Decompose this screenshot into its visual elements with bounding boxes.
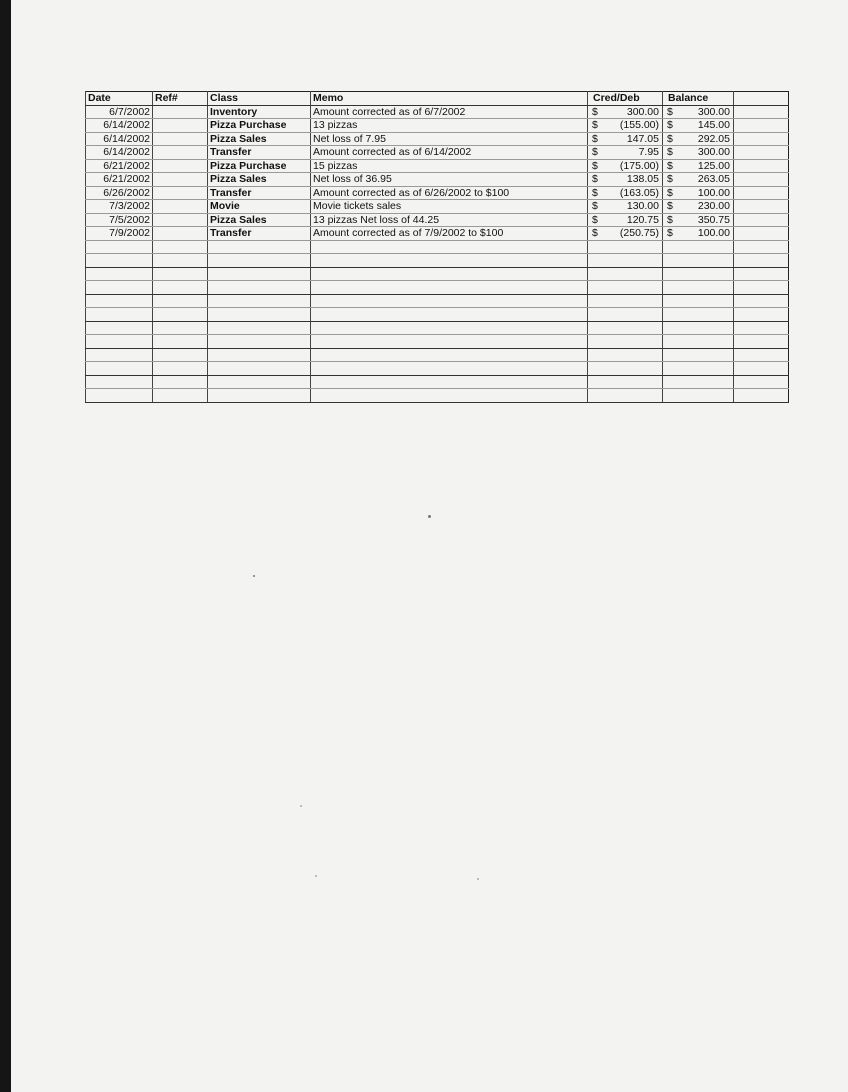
table-row — [86, 132, 789, 146]
class-cell: Transfer — [208, 227, 311, 241]
empty-cell — [208, 308, 311, 322]
amount-cell-value: (250.75) — [619, 227, 659, 239]
scan-speck — [253, 575, 255, 577]
empty-cell — [734, 348, 789, 362]
empty-cell — [208, 240, 311, 254]
date-cell: 6/14/2002 — [86, 132, 153, 146]
empty-cell — [311, 254, 588, 268]
amount-cell-value: (163.05) — [619, 186, 659, 199]
empty-cell — [663, 321, 734, 335]
class-cell: Movie — [208, 200, 311, 214]
empty-cell — [588, 375, 663, 389]
currency-symbol: $ — [592, 159, 598, 172]
currency-symbol: $ — [667, 227, 673, 239]
blank-cell — [734, 119, 789, 133]
amount-cell-value: 130.00 — [626, 200, 659, 212]
empty-row — [86, 267, 789, 281]
empty-cell — [588, 240, 663, 254]
currency-symbol: $ — [667, 173, 673, 185]
currency-symbol: $ — [592, 173, 598, 185]
amount-cell-value: 7.95 — [638, 146, 659, 158]
empty-cell — [588, 281, 663, 295]
empty-cell — [153, 348, 208, 362]
empty-cell — [311, 348, 588, 362]
balance-cell-value: 100.00 — [697, 186, 730, 199]
table-row — [86, 146, 789, 160]
header-date: Date — [86, 92, 153, 106]
empty-row — [86, 375, 789, 389]
class-cell: Pizza Purchase — [208, 159, 311, 173]
empty-cell — [208, 267, 311, 281]
table-row — [86, 213, 789, 227]
empty-cell — [153, 375, 208, 389]
empty-cell — [153, 294, 208, 308]
scan-edge-shadow — [0, 0, 11, 1092]
empty-cell — [734, 335, 789, 349]
ref-cell — [153, 132, 208, 146]
ref-cell — [153, 186, 208, 200]
empty-cell — [153, 321, 208, 335]
ref-cell — [153, 105, 208, 119]
table-row — [86, 105, 789, 119]
header-class: Class — [208, 92, 311, 106]
empty-cell — [663, 281, 734, 295]
blank-cell — [734, 173, 789, 187]
balance-cell-value: 230.00 — [697, 200, 730, 212]
date-cell: 6/26/2002 — [86, 186, 153, 200]
empty-cell — [208, 335, 311, 349]
empty-cell — [663, 362, 734, 376]
balance-cell-value: 145.00 — [697, 119, 730, 131]
amount-cell — [588, 173, 663, 187]
memo-cell: 13 pizzas — [311, 119, 588, 133]
currency-symbol: $ — [592, 200, 598, 212]
balance-cell — [663, 186, 734, 200]
currency-symbol: $ — [667, 146, 673, 158]
blank-cell — [734, 213, 789, 227]
date-cell: 6/14/2002 — [86, 146, 153, 160]
ref-cell — [153, 146, 208, 160]
empty-row — [86, 321, 789, 335]
empty-cell — [734, 294, 789, 308]
empty-row — [86, 254, 789, 268]
balance-cell — [663, 159, 734, 173]
empty-cell — [734, 281, 789, 295]
empty-cell — [208, 362, 311, 376]
amount-cell — [588, 146, 663, 160]
currency-symbol: $ — [592, 146, 598, 158]
balance-cell — [663, 213, 734, 227]
empty-row — [86, 240, 789, 254]
ledger-body — [86, 105, 789, 402]
empty-cell — [311, 321, 588, 335]
empty-cell — [663, 254, 734, 268]
empty-cell — [86, 375, 153, 389]
empty-row — [86, 389, 789, 403]
empty-cell — [311, 267, 588, 281]
ledger-table — [85, 91, 789, 403]
empty-cell — [86, 267, 153, 281]
empty-cell — [86, 321, 153, 335]
currency-symbol: $ — [667, 159, 673, 172]
empty-cell — [663, 294, 734, 308]
class-cell: Pizza Sales — [208, 213, 311, 227]
blank-cell — [734, 105, 789, 119]
ref-cell — [153, 159, 208, 173]
date-cell: 6/21/2002 — [86, 159, 153, 173]
amount-cell — [588, 186, 663, 200]
empty-cell — [663, 375, 734, 389]
header-row — [86, 92, 789, 106]
empty-row — [86, 348, 789, 362]
empty-cell — [311, 294, 588, 308]
header-memo: Memo — [311, 92, 588, 106]
empty-cell — [311, 281, 588, 295]
empty-cell — [311, 362, 588, 376]
memo-cell: Amount corrected as of 6/14/2002 — [311, 146, 588, 160]
empty-cell — [734, 267, 789, 281]
memo-cell: 13 pizzas Net loss of 44.25 — [311, 213, 588, 227]
empty-cell — [588, 321, 663, 335]
empty-cell — [86, 308, 153, 322]
currency-symbol: $ — [667, 119, 673, 131]
empty-cell — [663, 348, 734, 362]
date-cell: 7/5/2002 — [86, 213, 153, 227]
blank-cell — [734, 159, 789, 173]
class-cell: Transfer — [208, 146, 311, 160]
empty-cell — [153, 308, 208, 322]
blank-cell — [734, 186, 789, 200]
empty-cell — [153, 362, 208, 376]
balance-cell-value: 292.05 — [697, 132, 730, 145]
class-cell: Pizza Purchase — [208, 119, 311, 133]
empty-cell — [86, 240, 153, 254]
amount-cell — [588, 132, 663, 146]
date-cell: 7/9/2002 — [86, 227, 153, 241]
empty-cell — [734, 254, 789, 268]
amount-cell-value: (175.00) — [619, 159, 659, 172]
amount-cell-value: 147.05 — [626, 132, 659, 145]
header-blank — [734, 92, 789, 106]
empty-cell — [86, 294, 153, 308]
empty-cell — [153, 254, 208, 268]
empty-cell — [208, 294, 311, 308]
balance-cell — [663, 227, 734, 241]
balance-cell-value: 263.05 — [697, 173, 730, 185]
empty-cell — [86, 348, 153, 362]
empty-row — [86, 362, 789, 376]
memo-cell: 15 pizzas — [311, 159, 588, 173]
empty-cell — [153, 240, 208, 254]
scan-speck — [300, 805, 302, 807]
balance-cell — [663, 119, 734, 133]
empty-cell — [663, 308, 734, 322]
empty-cell — [734, 389, 789, 403]
table-row — [86, 159, 789, 173]
balance-cell — [663, 132, 734, 146]
date-cell: 7/3/2002 — [86, 200, 153, 214]
scan-speck — [315, 875, 317, 877]
balance-cell-value: 350.75 — [697, 213, 730, 226]
empty-cell — [663, 335, 734, 349]
empty-cell — [588, 254, 663, 268]
empty-cell — [663, 389, 734, 403]
balance-cell — [663, 105, 734, 119]
balance-cell-value: 300.00 — [697, 146, 730, 158]
header-cred-deb: Cred/Deb — [588, 92, 663, 106]
table-row — [86, 227, 789, 241]
empty-cell — [588, 335, 663, 349]
currency-symbol: $ — [667, 132, 673, 145]
memo-cell: Net loss of 7.95 — [311, 132, 588, 146]
empty-cell — [734, 240, 789, 254]
empty-cell — [734, 308, 789, 322]
date-cell: 6/14/2002 — [86, 119, 153, 133]
balance-cell — [663, 173, 734, 187]
empty-cell — [734, 362, 789, 376]
empty-cell — [208, 254, 311, 268]
amount-cell — [588, 200, 663, 214]
empty-cell — [153, 389, 208, 403]
empty-cell — [663, 267, 734, 281]
empty-cell — [208, 281, 311, 295]
memo-cell: Net loss of 36.95 — [311, 173, 588, 187]
memo-cell: Amount corrected as of 6/7/2002 — [311, 105, 588, 119]
currency-symbol: $ — [667, 213, 673, 226]
amount-cell-value: 138.05 — [626, 173, 659, 185]
currency-symbol: $ — [667, 186, 673, 199]
empty-row — [86, 308, 789, 322]
empty-cell — [153, 267, 208, 281]
empty-cell — [588, 267, 663, 281]
ref-cell — [153, 227, 208, 241]
class-cell: Pizza Sales — [208, 132, 311, 146]
empty-cell — [663, 240, 734, 254]
scan-speck — [477, 878, 479, 880]
balance-cell — [663, 200, 734, 214]
currency-symbol: $ — [592, 119, 598, 131]
empty-cell — [311, 240, 588, 254]
empty-cell — [86, 362, 153, 376]
memo-cell: Amount corrected as of 6/26/2002 to $100 — [311, 186, 588, 200]
empty-cell — [86, 335, 153, 349]
header-balance: Balance — [663, 92, 734, 106]
empty-cell — [311, 308, 588, 322]
empty-cell — [86, 254, 153, 268]
empty-cell — [734, 321, 789, 335]
amount-cell — [588, 227, 663, 241]
empty-cell — [588, 348, 663, 362]
empty-cell — [86, 281, 153, 295]
empty-cell — [734, 375, 789, 389]
empty-cell — [153, 281, 208, 295]
empty-cell — [311, 389, 588, 403]
balance-cell-value: 125.00 — [697, 159, 730, 172]
currency-symbol: $ — [592, 213, 598, 226]
scan-speck — [428, 515, 431, 518]
ref-cell — [153, 213, 208, 227]
class-cell: Transfer — [208, 186, 311, 200]
currency-symbol: $ — [592, 132, 598, 145]
empty-cell — [153, 335, 208, 349]
empty-cell — [588, 362, 663, 376]
currency-symbol: $ — [667, 105, 673, 118]
amount-cell — [588, 105, 663, 119]
empty-cell — [588, 389, 663, 403]
header-ref: Ref# — [153, 92, 208, 106]
empty-cell — [311, 335, 588, 349]
amount-cell — [588, 119, 663, 133]
date-cell: 6/7/2002 — [86, 105, 153, 119]
blank-cell — [734, 146, 789, 160]
amount-cell — [588, 159, 663, 173]
date-cell: 6/21/2002 — [86, 173, 153, 187]
currency-symbol: $ — [592, 105, 598, 118]
blank-cell — [734, 200, 789, 214]
class-cell: Pizza Sales — [208, 173, 311, 187]
table-row — [86, 119, 789, 133]
amount-cell-value: 120.75 — [626, 213, 659, 226]
empty-cell — [588, 294, 663, 308]
amount-cell-value: (155.00) — [619, 119, 659, 131]
empty-cell — [208, 375, 311, 389]
empty-cell — [588, 308, 663, 322]
empty-row — [86, 294, 789, 308]
ref-cell — [153, 200, 208, 214]
memo-cell: Movie tickets sales — [311, 200, 588, 214]
blank-cell — [734, 132, 789, 146]
amount-cell — [588, 213, 663, 227]
class-cell: Inventory — [208, 105, 311, 119]
empty-cell — [208, 321, 311, 335]
empty-cell — [86, 389, 153, 403]
table-row — [86, 173, 789, 187]
table-row — [86, 186, 789, 200]
balance-cell — [663, 146, 734, 160]
ref-cell — [153, 119, 208, 133]
balance-cell-value: 100.00 — [697, 227, 730, 239]
balance-cell-value: 300.00 — [697, 105, 730, 118]
ref-cell — [153, 173, 208, 187]
empty-cell — [208, 348, 311, 362]
empty-cell — [311, 375, 588, 389]
memo-cell: Amount corrected as of 7/9/2002 to $100 — [311, 227, 588, 241]
blank-cell — [734, 227, 789, 241]
currency-symbol: $ — [592, 186, 598, 199]
table-row — [86, 200, 789, 214]
currency-symbol: $ — [667, 200, 673, 212]
empty-cell — [208, 389, 311, 403]
empty-row — [86, 281, 789, 295]
currency-symbol: $ — [592, 227, 598, 239]
amount-cell-value: 300.00 — [626, 105, 659, 118]
empty-row — [86, 335, 789, 349]
